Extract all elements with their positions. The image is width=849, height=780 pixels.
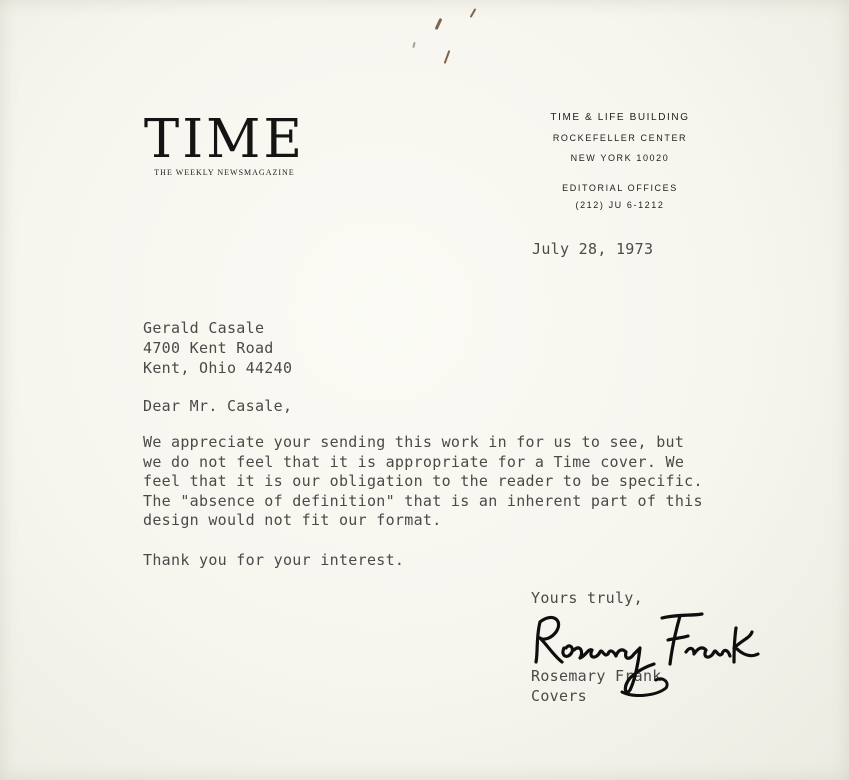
signer-title: Covers	[531, 687, 587, 705]
body-line: we do not feel that it is appropriate for a Time cover. We	[143, 452, 685, 471]
address-phone: (212) JU 6-1212	[575, 200, 665, 210]
stain-mark	[470, 8, 477, 18]
stain-mark	[435, 18, 443, 30]
letter-date: July 28, 1973	[532, 240, 654, 258]
salutation: Dear Mr. Casale,	[143, 397, 293, 415]
address-gap	[520, 168, 720, 178]
body-line: feel that it is our obligation to the reader to be specific.	[143, 472, 703, 491]
masthead	[137, 109, 312, 177]
recipient-street: 4700 Kent Road	[143, 339, 274, 357]
address-center: ROCKEFELLER CENTER	[552, 133, 688, 143]
thanks-line: Thank you for your interest.	[143, 551, 405, 569]
closing: Yours truly,	[531, 589, 643, 607]
body-line: design would not fit our format.	[143, 511, 442, 530]
signer-name: Rosemary Frank	[531, 667, 662, 685]
body-line: We appreciate your sending this work in for us to see, but	[143, 433, 685, 451]
stain-mark	[412, 42, 415, 48]
letter-body	[143, 433, 703, 531]
recipient-city: Kent, Ohio 44240	[143, 359, 293, 377]
handwritten-signature	[530, 608, 770, 698]
time-logo: TIME	[143, 109, 306, 170]
recipient-name: Gerald Casale	[143, 319, 265, 337]
address-city: NEW YORK 10020	[570, 153, 670, 163]
address-block	[520, 108, 720, 212]
address-building: TIME & LIFE BUILDING	[550, 112, 690, 123]
address-department: EDITORIAL OFFICES	[562, 183, 678, 193]
recipient-block	[143, 318, 292, 378]
masthead-tagline: THE WEEKLY NEWSMAGAZINE	[154, 168, 295, 177]
body-line: The "absence of definition" that is an inherent part of this	[143, 491, 703, 510]
stain-mark	[444, 50, 451, 64]
